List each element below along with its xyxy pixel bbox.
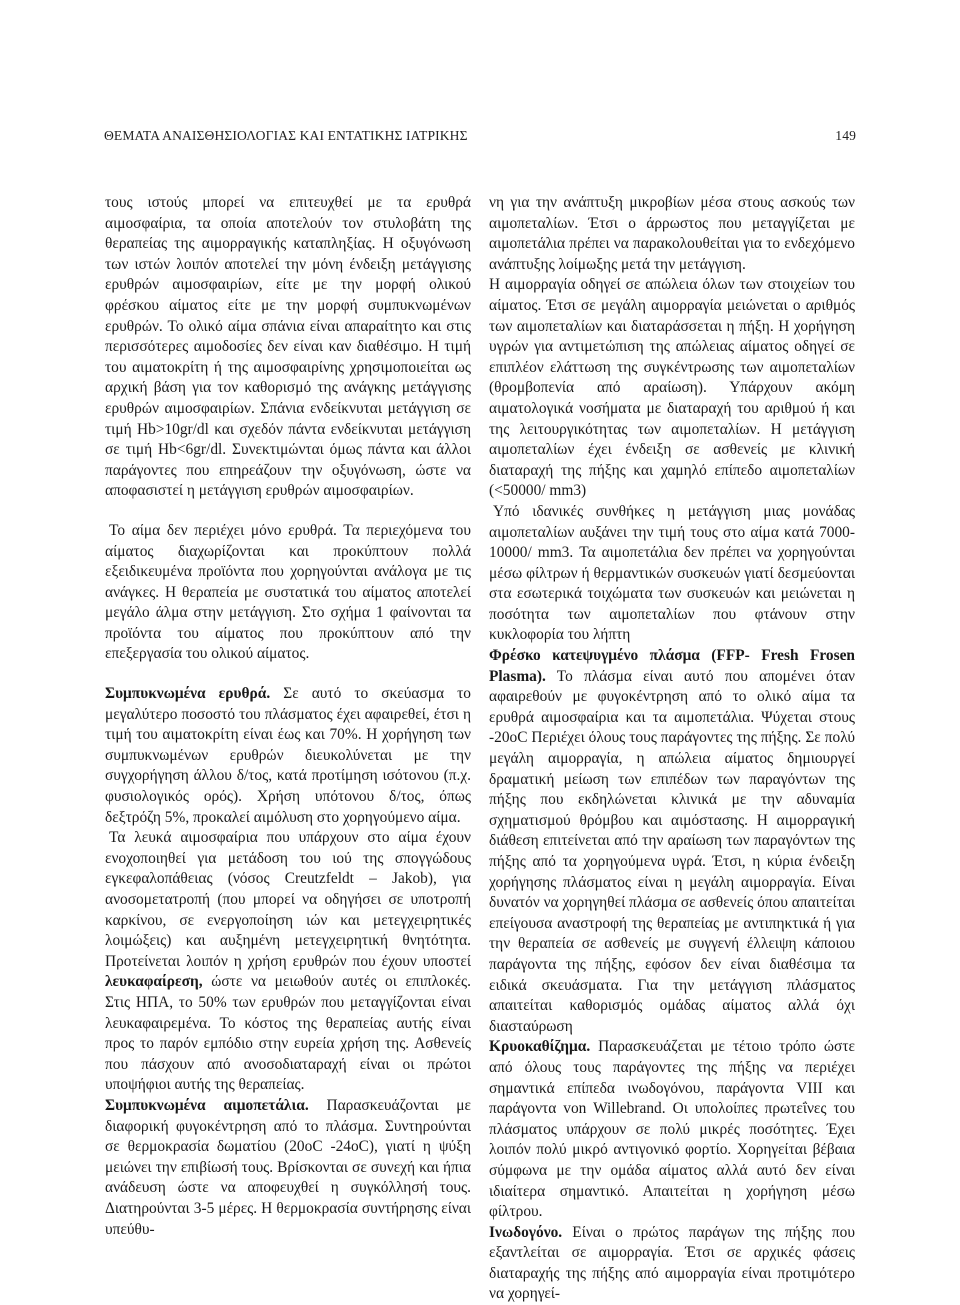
paragraph: τους ιστούς μπορεί να επιτευχθεί με τα ερυθρά αιμοσφαίρια, τα οποία αποτελούν τον στυλοβάτη της θεραπείας της αιμορραγικής καταπληξίας. Η οξυγόνωση των ιστών λοιπόν αποτελεί την μόνη ένδειξη μετάγγισης ερυθρών αιμοσφαιρίων, είτε με την μορφή ολικού φρέσκου αίματος είτε με την μορφή συμπυκνωμένων ερυθρών. Το ολικό αίμα σπάνια είναι απαραίτητο και στις περισσότερες αιμοδοσίες δεν είναι καν διαθέσιμο. Η τιμή του αιματοκρίτη ή της αιμοσφαιρίνης χρησιμοποιείται ως αρχική βάση για τον καθορισμό της ανάγκης μετάγγισης ερυθρών αιμοσφαιρίων. Σπάνια ενδείκνυται μετάγγιση σε τιμή Hb>10gr/dl και σχεδόν πάντα ενδείκνυται μετάγγιση σε τιμή Hb<6gr/dl. Συνεκτιμώνται όμως πάντα και άλλοι παράγοντες που επηρεάζουν την οξυγόνωση, ώστε να αποφασιστεί η μετάγγιση ερυθρών αιμοσφαιρίων. (105, 194, 471, 500)
paragraph-text: Σε αυτό το σκεύασμα το μεγαλύτερο ποσοστό του πλάσματος έχει αφαιρεθεί, έτσι η τιμή του αιματοκρίτη είναι έως και 70%. Η χορήγηση των συμπυκνωμένων ερυθρών διευκολύνεται με την συγχορήγηση άλλου δ/τος, κατά προτίμηση ισότονου (π.χ. φυσιολογικός ορός). Χρήση υπότονου δ/τος, όπως δεξτρόζη 5%, προκαλεί αιμόλυση στο χορηγούμενο αίμα. (105, 685, 471, 826)
running-header (104, 128, 856, 148)
paragraph: νη για την ανάπτυξη μικροβίων μέσα στους ασκούς των αιμοπεταλίων. Έτσι ο άρρωστος που μεταγγίζεται με αιμοπετάλια πρέπει να παρακολουθείται για το ενδεχόμενο ανάπτυξης λοίμωξης μετά την μετάγγιση. (489, 194, 855, 273)
section-heading: Συμπυκνωμένα αιμοπετάλια. (105, 1096, 309, 1114)
paragraph (489, 1037, 855, 1222)
paragraph: Υπό ιδανικές συνθήκες η μετάγγιση μιας μονάδας αιμοπεταλίων αυξάνει την τιμή τους στο αίμα κατά 7000-10000/ mm3. Τα αιμοπετάλια δεν πρέπει να χορηγούνται μέσω φίλτρων ή θερμαντικών συσκευών γιατί δεσμεύονται στα εσωτερικά τοιχώματα των συσκευών και μειώνεται η ποσότητα των αιμοπεταλίων που φτάνουν στην κυκλοφορία του λήπτη (489, 502, 855, 644)
section-heading: Φρέσκο κατεψυγμένο πλάσμα (FFP- Fresh Frosen Plasma). (489, 647, 855, 685)
paragraph: Η αιμορραγία οδηγεί σε απώλεια όλων των στοιχείων του αίματος. Έτσι σε μεγάλη αιμορραγία μειώνεται ο αριθμός των αιμοπεταλίων και διαταράσσεται η πήξη. Η χορήγηση υγρών για αντιμετώπιση της απώλειας αίματος οδηγεί σε επιπλέον ελάττωση της συγκέντρωσης των αιμοπεταλίων (θρομβοπενία από αραίωση). Υπάρχουν ακόμη αιματολογικά νοσήματα με διαταραχή του αριθμού ή και της λειτουργικότητας των αιμοπεταλίων. Η μετάγγιση αιμοπεταλίων έχει ένδειξη σε ασθενείς με κλινική διαταραχή της πήξης και χαμηλό επίπεδο αιμοπεταλίων (<50000/ mm3) (489, 276, 855, 500)
bold-term: λευκαφαίρεση, (105, 973, 203, 991)
paragraph-text: Το πλάσμα είναι αυτό που απομένει όταν αφαιρεθούν με φυγοκέντρηση από το ολικό αίμα τα ερυθρά αιμοσφαίρια και τα αιμοπετάλια. Ψύχεται στους -20oC Περιέχει όλους τους παράγοντες της πήξης. Σε πολύ μεγάλη αιμορραγία, η απώλεια αίματος δημιουργεί δραματική μείωση των επιπέδων των παραγόντων της πήξης που εκδηλώνεται κλινικά με την αδυναμία σχηματισμού θρόμβου και αιμόστασης. Η αιμορραγική διάθεση επιτείνεται από την αραίωση των παραγόντων της πήξης από τα χορηγούμενα υγρά. Έτσι, η κύρια ένδειξη χορήγησης πλάσματος είναι η μεγάλη αιμορραγία. Είναι δυνατόν να χορηγηθεί πλάσμα σε ασθενείς όπου απαιτείται επείγουσα αναστροφή της θεραπείας με αντιπηκτικά ή για την θεραπεία σε ασθενείς με συγγενή έλλειψη κάποιου παράγοντα της πήξης, εφόσον δεν είναι διαθέσιμα τα ειδικά σκευάσματα. Για την μετάγγιση πλάσματος απαιτείται καθορισμός ομάδας αίματος αλλά όχι διασταύρωση (489, 667, 855, 1035)
section-heading: Ινωδογόνο. (489, 1223, 563, 1241)
paragraph-text: Τα λευκά αιμοσφαίρια που υπάρχουν στο αίμα έχουν ενοχοποιηθεί για μετάδοση του ιού της σπογγώδους εγκεφαλοπάθειας (νόσος Creutzfeldt – Jakob), για ανοσομετατροπή (που μπορεί να οδηγήσει σε υποτροπή καρκίνου, σε ενεργοποίηση ιών και μετεγχειρητικές λοιμώξεις) και αυξημένη μετεγχειρητική θνητότητα. Προτείνεται λοιπόν η χρήση ερυθρών που έχουν υποστεί (105, 829, 471, 970)
paragraph-text: ώστε να μειωθούν αυτές οι επιπλοκές. Στις ΗΠΑ, το 50% των ερυθρών που μεταγγίζονται είναι λευκαφαιρεμένα. Το κόστος της θεραπείας αυτής είναι προς το παρόν εμπόδιο στην ευρεία χρήση της. Ασθενείς που πάσχουν από ανοσοδιαταραχή είναι οι πρώτοι υποψήφιοι αυτής της θεραπείας. (105, 973, 471, 1094)
page-number: 149 (835, 128, 856, 143)
paragraph-text: Παρασκευάζονται με διαφορική φυγοκέντρηση από το πλάσμα. Συντηρούνται σε θερμοκρασία δωματίου (20oC -24oC), γιατί η ψύξη μειώνει την επιβίωσή τους. Βρίσκονται σε συνεχή και ήπια ανάδευση ώστε να αποφευχθεί η συγκόλλησή τους. Διατηρούνται 3-5 μέρες. Η θερμοκρασία συντήρησης είναι υπεύθυ- (105, 1096, 471, 1238)
paragraph: Το αίμα δεν περιέχει μόνο ερυθρά. Τα περιεχόμενα του αίματος διαχωρίζονται και προκύπτουν πολλά εξειδικευμένα προϊόντα που χορηγούνται ανάλογα με τις ανάγκες. Η θεραπεία με συστατικά του αίματος αποτελεί μεγάλο άλμα στην μετάγγιση. Στο σχήμα 1 φαίνονται τα προϊόντα του αίματος που προκύπτουν από την επεξεργασία του ολικού αίματος. (105, 521, 471, 663)
paragraph-text: Είναι ο πρώτος παράγων της πήξης που εξαντλείται σε αιμορραγία. Έτσι σε αρχικές φάσεις διαταραχής της πήξης από αιμορραγία είναι προτιμότερο να χορηγεί- (489, 1223, 855, 1303)
paragraph-text: Παρασκευάζεται με τέτοιο τρόπο ώστε από όλους τους παράγοντες της πήξης να περιέχει σημαντικά επίπεδα ινωδογόνου, παράγοντα VIII και παράγοντα von Willebrand. Οι υπολοίπες πρωτεΐνες του πλάσματος υπάρχουν σε πολύ μικρές ποσότητες. Έχει λοιπόν πολύ μικρό αντιγονικό φορτίο. Χορηγείται βέβαια σύμφωνα με την ομάδα αίματος αλλά αυτό δεν είναι ιδιαίτερα σημαντικό. Απαιτείται η χορήγηση μέσω φίλτρου. (489, 1038, 855, 1221)
right-column (489, 193, 855, 1305)
journal-title: ΘΕΜΑΤΑ ΑΝΑΙΣΘΗΣΙΟΛΟΓΙΑΣ ΚΑΙ ΕΝΤΑΤΙΚΗΣ ΙΑΤΡΙΚΗΣ (104, 128, 468, 143)
section-heading: Κρυοκαθίζημα. (489, 1038, 591, 1056)
section-heading: Συμπυκνωμένα ερυθρά. (105, 685, 271, 703)
paragraph (105, 1096, 471, 1240)
paragraph (489, 646, 855, 1037)
paragraph (105, 828, 471, 1096)
left-column (105, 193, 471, 1240)
paragraph (105, 684, 471, 828)
paragraph (489, 1223, 855, 1305)
